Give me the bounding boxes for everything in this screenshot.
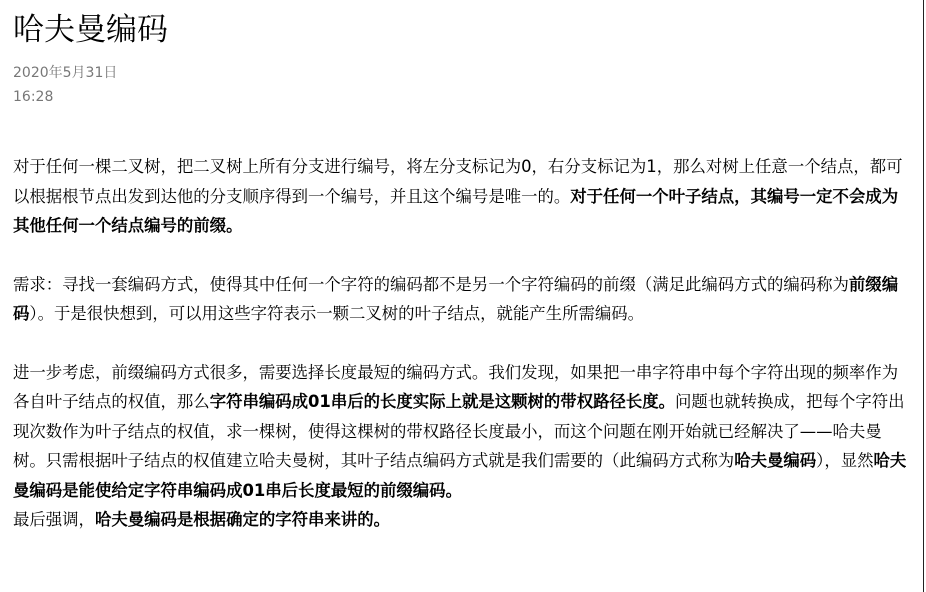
emphasis-bold-text: 哈夫曼编码是根据确定的字符串来讲的。 — [94, 510, 390, 529]
huffman-code-term: 哈夫曼编码 — [734, 451, 817, 470]
prefix-code-term: 前缀编码 — [13, 274, 899, 323]
analysis-text-continued: 问题也就转换成，把每个字符出现次数作为叶子结点的权值，求一棵树，使得这棵树的带权路径长度最小，而这个问题在刚开始就已经解决了——哈夫曼树。只需根据叶子结点的权值建立哈夫曼树，其叶子结点编码方式就是我们需要的（此编码方式称为 — [13, 392, 905, 470]
paragraph-emphasis — [13, 505, 913, 535]
analysis-text-connector: ），显然 — [816, 451, 874, 470]
analysis-text: 进一步考虑，前缀编码方式很多，需要选择长度最短的编码方式。我们发现，如果把一串字符串中每个字符出现的频率作为各自叶子结点的权值，那么 — [13, 362, 899, 411]
created-time: 16:28 — [13, 89, 54, 105]
analysis-bold-conclusion: 哈夫曼编码是能使给定字符串编码成01串后长度最短的前缀编码。 — [13, 451, 907, 500]
paragraph-intro — [13, 152, 913, 241]
intro-text: 对于任何一棵二叉树，把二叉树上所有分支进行编号，将左分支标记为0，右分支标记为1，那么对树上任意一个结点，都可以根据根节点出发到达他的分支顺序得到一个编号，并且这个编号是唯一的。 — [13, 157, 903, 206]
created-date: 2020年5月31日 — [13, 65, 118, 81]
note-body — [13, 152, 913, 535]
paragraph-spacer — [13, 241, 913, 270]
analysis-bold-wpl: 字符串编码成01串后的长度实际上就是这颗树的带权路径长度。 — [209, 392, 676, 411]
intro-bold-text: 对于任何一个叶子结点，其编号一定不会成为其他任何一个结点编号的前缀。 — [13, 186, 899, 235]
requirement-text-continued: ）。于是很快想到，可以用这些字符表示一颗二叉树的叶子结点，就能产生所需编码。 — [29, 304, 645, 323]
paragraph-requirement — [13, 270, 913, 329]
page-title: 哈夫曼编码 — [13, 12, 168, 48]
paragraph-analysis — [13, 358, 913, 506]
requirement-text: 需求：寻找一套编码方式，使得其中任何一个字符的编码都不是另一个字符编码的前缀（满足此编码方式的编码称为 — [13, 274, 849, 294]
paragraph-spacer — [13, 329, 913, 358]
emphasis-text: 最后强调， — [13, 510, 95, 529]
